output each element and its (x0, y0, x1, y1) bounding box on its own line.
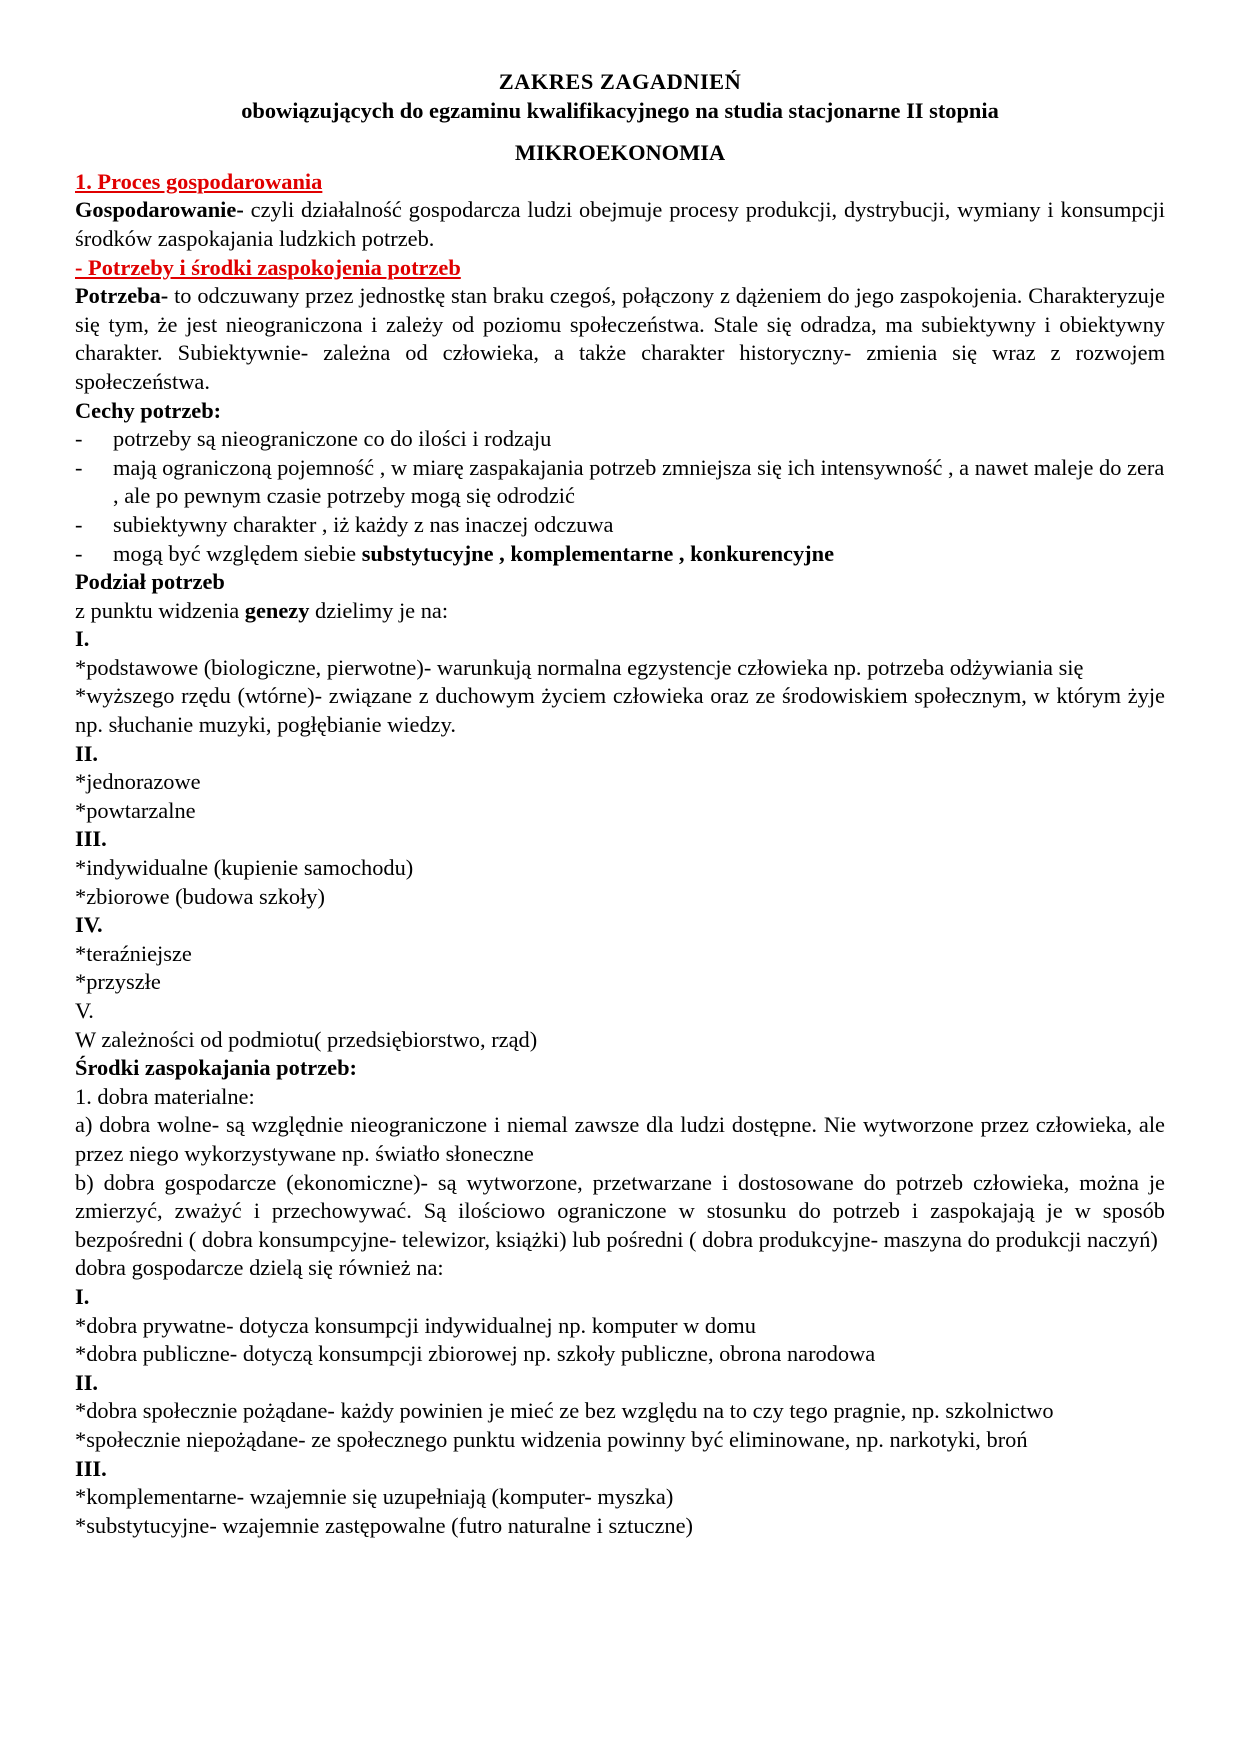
paragraph-potrzeba: Potrzeba- to odczuwany przez jednostkę stan braku czegoś, połączony z dążeniem do jego zaspokojenia. Charakteryzuje się tym, że jest nieograniczona i zależy od poziomu społeczeństwa. Stale się odradza, ma subiektywny i obiektywny charakter. Subiektywnie- zależna od człowieka, a także charakter historyczny- zmienia się wraz z rozwojem społeczeństwa. (75, 283, 1165, 394)
list-item: - potrzeby są nieograniczone co do ilości i rodzaju (75, 425, 1165, 454)
list-item: *indywidualne (kupienie samochodu) (75, 855, 414, 881)
term-potrzeba: Potrzeba- (75, 283, 169, 309)
paragraph-dobra-gospodarcze: b) dobra gospodarcze (ekonomiczne)- są wytworzone, przetwarzane i dostosowane do potrzeb człowieka, można je zmierzyć, zważyć i przechowywać. Są ilościowo ograniczone w stosunku do potrzeb i zaspokajają je w sposób bezpośredni ( dobra konsumpcyjne- telewizor, książki) lub pośredni ( dobra produkcyjne- maszyna do produkcji naczyń) (75, 1169, 1165, 1252)
list-item: *powtarzalne (75, 797, 196, 823)
roman-numeral: I. (75, 1283, 90, 1309)
list-item: *społecznie niepożądane- ze społecznego punktu widzenia powinny być eliminowane, np. narkotyki, broń (75, 1426, 1028, 1452)
paragraph-dziela-sie: dobra gospodarcze dzielą się również na: (75, 1255, 444, 1281)
list-item: - mogą być względem siebie substytucyjne , komplementarne , konkurencyjne (75, 540, 1165, 569)
list-item: 1. dobra materialne: (75, 1083, 255, 1109)
doc-subtitle: obowiązujących do egzaminu kwalifikacyjnego na studia stacjonarne II stopnia (241, 97, 999, 123)
paragraph-gospodarowanie: Gospodarowanie- czyli działalność gospodarcza ludzi obejmuje procesy produkcji, dystrybucji, wymiany i konsumpcji środków zaspokajania ludzkich potrzeb. (75, 197, 1165, 251)
paragraph-genezy: z punktu widzenia genezy dzielimy je na: (75, 597, 449, 623)
list-item: *teraźniejsze (75, 940, 192, 966)
roman-numeral: II. (75, 1369, 99, 1395)
list-cechy-potrzeb (75, 425, 1165, 568)
roman-numeral: V. (75, 998, 94, 1023)
roman-numeral: IV. (75, 912, 103, 938)
list-item: *komplementarne- wzajemnie się uzupełniają (komputer- myszka) (75, 1484, 674, 1510)
roman-numeral: I. (75, 626, 90, 652)
list-item: *dobra prywatne- dotycza konsumpcji indywidualnej np. komputer w domu (75, 1312, 756, 1338)
heading-podzial-potrzeb: Podział potrzeb (75, 569, 225, 595)
roman-numeral: III. (75, 826, 107, 852)
doc-title: ZAKRES ZAGADNIEŃ (498, 69, 742, 94)
list-item: *jednorazowe (75, 769, 201, 795)
list-item: *przyszłe (75, 969, 161, 995)
roman-numeral: II. (75, 740, 99, 766)
list-item: *podstawowe (biologiczne, pierwotne)- warunkują normalna egzystencje człowieka np. potrzeba odżywiania się (75, 654, 1084, 680)
list-item: W zależności od podmiotu( przedsiębiorstwo, rząd) (75, 1026, 538, 1052)
list-item: *wyższego rzędu (wtórne)- związane z duchowym życiem człowieka oraz ze środowiskiem społecznym, w którym żyje np. słuchanie muzyki, pogłębianie wiedzy. (75, 683, 1165, 738)
section-heading-proces: 1. Proces gospodarowania (75, 168, 323, 194)
heading-cechy-potrzeb: Cechy potrzeb: (75, 397, 222, 423)
list-item: *dobra publiczne- dotyczą konsumpcji zbiorowej np. szkoły publiczne, obrona narodowa (75, 1341, 876, 1367)
subject-heading: MIKROEKONOMIA (514, 140, 726, 166)
term-gospodarowanie: Gospodarowanie- (75, 197, 244, 223)
list-item: *substytucyjne- wzajemnie zastępowalne (futro naturalne i sztuczne) (75, 1512, 693, 1538)
list-item: *dobra społecznie pożądane- każdy powinien je mieć ze bez względu na to czy tego pragnie, np. szkolnictwo (75, 1398, 1054, 1424)
section-heading-potrzeby: - Potrzeby i środki zaspokojenia potrzeb (75, 254, 461, 280)
roman-numeral: III. (75, 1455, 107, 1481)
list-item: - subiektywny charakter , iż każdy z nas inaczej odczuwa (75, 511, 1165, 540)
paragraph-dobra-wolne: a) dobra wolne- są względnie nieograniczone i niemal zawsze dla ludzi dostępne. Nie wytworzone przez człowieka, ale przez niego wykorzystywane np. światło słoneczne (75, 1112, 1165, 1166)
heading-srodki-zaspokajania: Środki zaspokajania potrzeb: (75, 1055, 357, 1081)
list-item: *zbiorowe (budowa szkoły) (75, 883, 325, 909)
list-item: - mają ograniczoną pojemność , w miarę zaspakajania potrzeb zmniejsza się ich intensywność , a nawet maleje do zera , ale po pewnym czasie potrzeby mogą się odrodzić (75, 454, 1165, 511)
